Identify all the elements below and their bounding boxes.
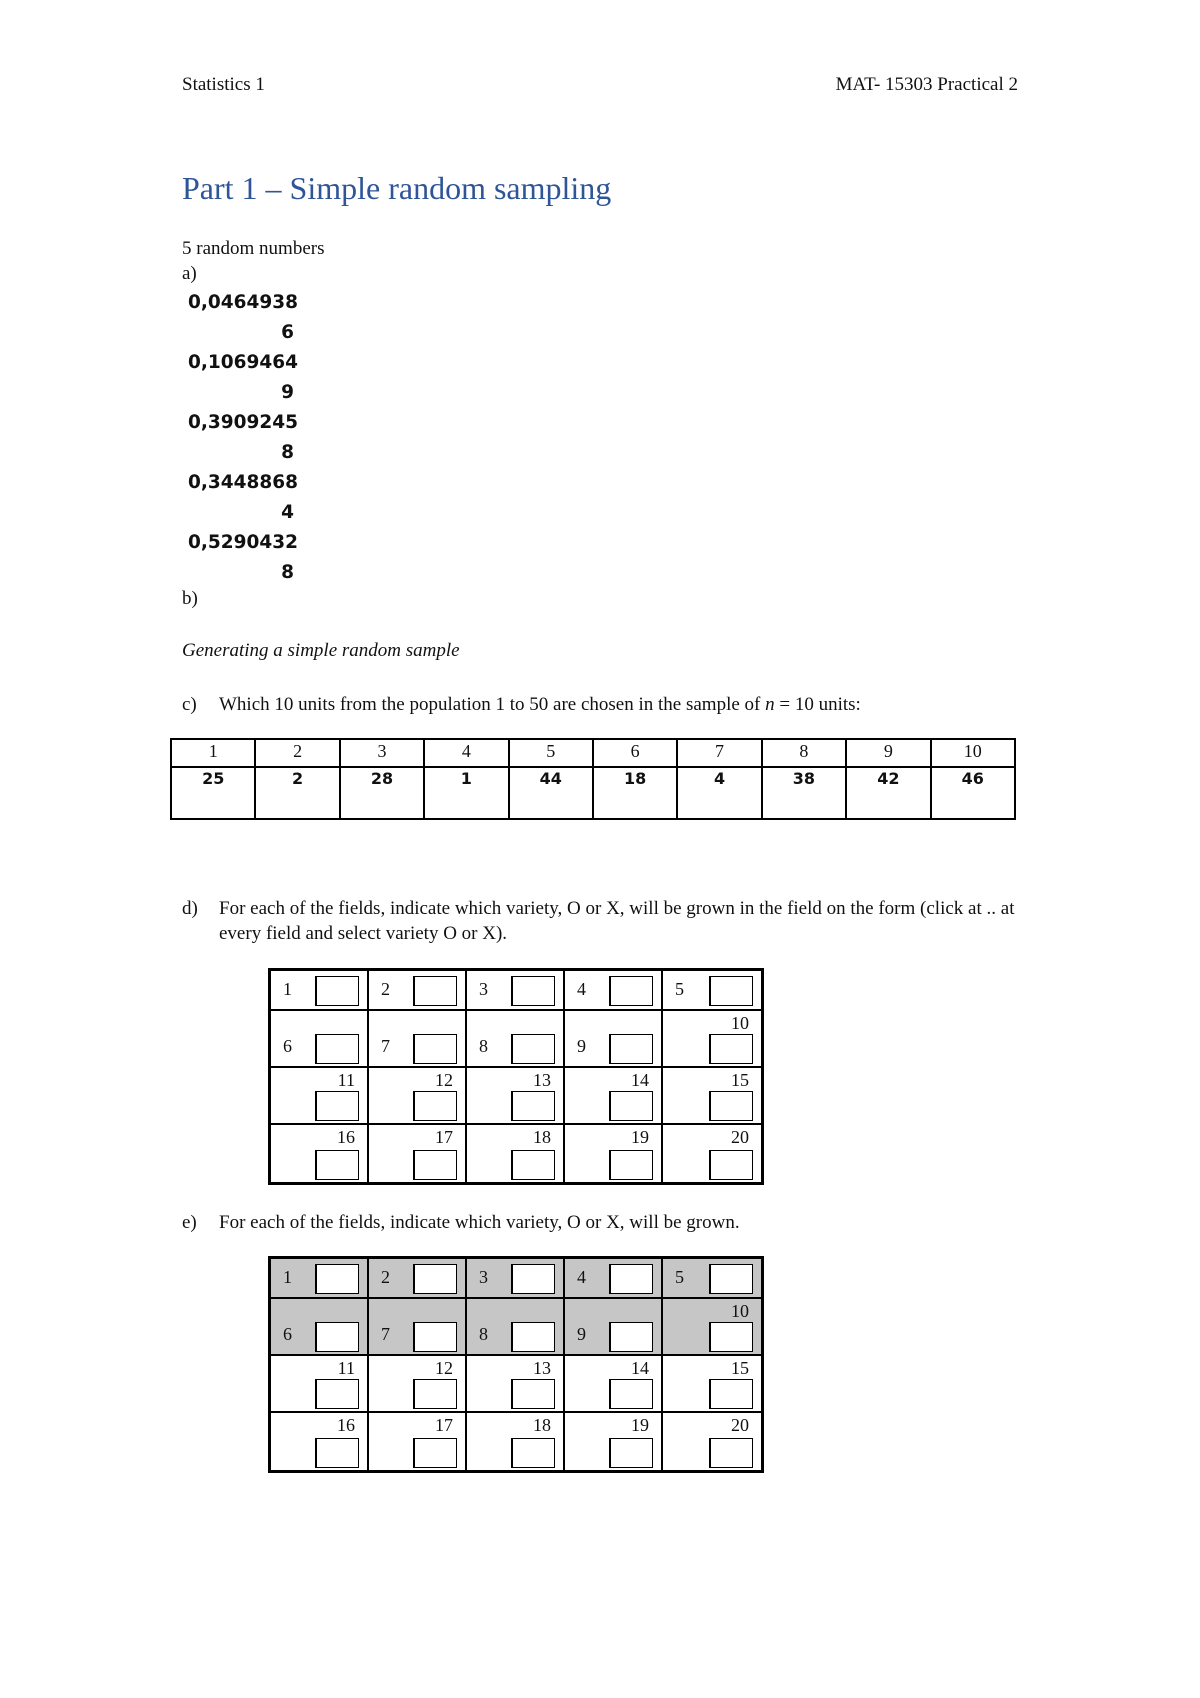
part-e-label: e) [182, 1212, 197, 1233]
field-number: 19 [631, 1415, 649, 1435]
random-number-digit: 4 [281, 502, 294, 523]
field-cell [565, 1299, 663, 1356]
variety-select-box[interactable] [511, 1322, 555, 1352]
random-number-digit: 9 [281, 382, 294, 403]
variety-select-box[interactable] [511, 1091, 555, 1121]
sample-value-cell: 42 [846, 767, 930, 819]
field-cell [663, 1125, 761, 1182]
sample-header-cell: 4 [424, 739, 508, 767]
field-number: 10 [731, 1301, 749, 1321]
field-cell [467, 1068, 565, 1125]
sample-value-cell: 18 [593, 767, 677, 819]
question-c-text: Which 10 units from the population 1 to 50 are chosen in the sample of [219, 694, 766, 715]
field-cell [271, 971, 369, 1011]
field-number: 7 [381, 1036, 390, 1056]
field-number: 10 [731, 1013, 749, 1033]
variety-select-box[interactable] [315, 1264, 359, 1294]
sample-value-cell: 1 [424, 767, 508, 819]
field-cell [565, 1068, 663, 1125]
variety-select-box[interactable] [511, 1150, 555, 1180]
sample-header-cell: 2 [255, 739, 339, 767]
variety-select-box[interactable] [709, 1438, 753, 1468]
variety-select-box[interactable] [609, 1379, 653, 1409]
variety-select-box[interactable] [511, 1379, 555, 1409]
sample-header-cell: 9 [846, 739, 930, 767]
field-cell [467, 1011, 565, 1068]
field-number: 4 [577, 979, 586, 999]
field-number: 9 [577, 1036, 586, 1056]
part-a-label: a) [182, 263, 197, 284]
field-cell [271, 1299, 369, 1356]
field-grid-e [268, 1256, 764, 1473]
part-b-label: b) [182, 588, 198, 609]
field-number: 13 [533, 1070, 551, 1090]
variety-select-box[interactable] [511, 1034, 555, 1064]
random-number-digit: 6 [281, 322, 294, 343]
sample-value-cell: 28 [340, 767, 424, 819]
field-cell [663, 1299, 761, 1356]
variety-select-box[interactable] [609, 1091, 653, 1121]
field-number: 6 [283, 1036, 292, 1056]
field-cell [271, 1068, 369, 1125]
random-number-list [188, 288, 299, 588]
variety-select-box[interactable] [609, 1264, 653, 1294]
field-cell [369, 1299, 467, 1356]
variety-select-box[interactable] [511, 1264, 555, 1294]
field-number: 8 [479, 1324, 488, 1344]
variety-select-box[interactable] [609, 1150, 653, 1180]
random-number: 0,3909245 [188, 412, 299, 433]
page-title: Part 1 – Simple random sampling [182, 170, 612, 206]
question-c-variable: n [765, 694, 775, 715]
sample-value-cell: 2 [255, 767, 339, 819]
field-number: 14 [631, 1358, 649, 1378]
sample-value-cell: 44 [509, 767, 593, 819]
field-number: 3 [479, 979, 488, 999]
random-number: 0,5290432 [188, 532, 299, 553]
sample-header-cell: 5 [509, 739, 593, 767]
field-number: 1 [283, 979, 292, 999]
random-number-digit: 8 [281, 442, 294, 463]
sample-header-cell: 10 [931, 739, 1015, 767]
variety-select-box[interactable] [315, 1034, 359, 1064]
field-number: 12 [435, 1358, 453, 1378]
field-number: 19 [631, 1127, 649, 1147]
field-cell [369, 1011, 467, 1068]
variety-select-box[interactable] [709, 1091, 753, 1121]
variety-select-box[interactable] [315, 976, 359, 1006]
field-cell [663, 1068, 761, 1125]
field-number: 16 [337, 1415, 355, 1435]
variety-select-box[interactable] [413, 1150, 457, 1180]
question-d-text: For each of the fields, indicate which variety, O or X, will be grown in the field on the form (click at .. at every field and select variety O or X). [219, 898, 1015, 944]
field-number: 20 [731, 1127, 749, 1147]
header-left: Statistics 1 [182, 74, 265, 95]
variety-select-box[interactable] [609, 1438, 653, 1468]
field-cell [271, 1356, 369, 1413]
field-cell [467, 1259, 565, 1299]
field-cell [369, 1259, 467, 1299]
sample-value-cell: 38 [762, 767, 846, 819]
random-number: 0,0464938 [188, 292, 299, 313]
field-number: 17 [435, 1127, 453, 1147]
variety-select-box[interactable] [315, 1150, 359, 1180]
field-number: 18 [533, 1415, 551, 1435]
field-number: 6 [283, 1324, 292, 1344]
field-number: 14 [631, 1070, 649, 1090]
field-number: 2 [381, 1267, 390, 1287]
field-cell [663, 971, 761, 1011]
field-cell [467, 1413, 565, 1470]
field-number: 15 [731, 1358, 749, 1378]
field-number: 12 [435, 1070, 453, 1090]
field-cell [271, 1259, 369, 1299]
field-number: 13 [533, 1358, 551, 1378]
sample-value-cell: 46 [931, 767, 1015, 819]
field-number: 1 [283, 1267, 292, 1287]
field-number: 16 [337, 1127, 355, 1147]
header-right: MAT- 15303 Practical 2 [835, 74, 1018, 95]
field-cell [369, 1125, 467, 1182]
field-cell [565, 971, 663, 1011]
field-cell [271, 1011, 369, 1068]
field-cell [663, 1259, 761, 1299]
question-c-text-end: = 10 units: [774, 694, 861, 715]
field-number: 7 [381, 1324, 390, 1344]
field-number: 2 [381, 979, 390, 999]
question-e [182, 1210, 1022, 1235]
variety-select-box[interactable] [709, 1379, 753, 1409]
sample-header-cell: 7 [677, 739, 761, 767]
field-number: 9 [577, 1324, 586, 1344]
variety-select-box[interactable] [709, 976, 753, 1006]
variety-select-box[interactable] [709, 1150, 753, 1180]
sample-header-cell: 8 [762, 739, 846, 767]
field-number: 5 [675, 1267, 684, 1287]
question-d [182, 896, 1022, 946]
variety-select-box[interactable] [413, 1379, 457, 1409]
field-number: 11 [337, 1358, 355, 1378]
field-number: 18 [533, 1127, 551, 1147]
part-d-label: d) [182, 898, 198, 919]
variety-select-box[interactable] [609, 1322, 653, 1352]
field-cell [467, 1299, 565, 1356]
field-cell [467, 1125, 565, 1182]
field-cell [369, 1413, 467, 1470]
variety-select-box[interactable] [609, 976, 653, 1006]
sample-value-cell: 4 [677, 767, 761, 819]
field-cell [369, 1068, 467, 1125]
random-number: 0,1069464 [188, 352, 299, 373]
field-cell [565, 1259, 663, 1299]
field-number: 5 [675, 979, 684, 999]
field-number: 20 [731, 1415, 749, 1435]
subheading: Generating a simple random sample [182, 640, 460, 661]
variety-select-box[interactable] [609, 1034, 653, 1064]
variety-select-box[interactable] [709, 1034, 753, 1064]
field-grid-d [268, 968, 764, 1185]
field-cell [565, 1356, 663, 1413]
field-number: 11 [337, 1070, 355, 1090]
sample-header-cell: 1 [171, 739, 255, 767]
question-c [182, 692, 1022, 717]
field-cell [565, 1125, 663, 1182]
field-cell [565, 1413, 663, 1470]
variety-select-box[interactable] [315, 1091, 359, 1121]
variety-select-box[interactable] [413, 1322, 457, 1352]
field-cell [663, 1356, 761, 1413]
sample-table [170, 738, 1016, 820]
question-e-text: For each of the fields, indicate which variety, O or X, will be grown. [219, 1212, 740, 1233]
field-cell [271, 1413, 369, 1470]
field-cell [369, 1356, 467, 1413]
variety-select-box[interactable] [709, 1322, 753, 1352]
random-number-digit: 8 [281, 562, 294, 583]
variety-select-box[interactable] [413, 1091, 457, 1121]
field-number: 15 [731, 1070, 749, 1090]
field-cell [467, 1356, 565, 1413]
variety-select-box[interactable] [413, 1034, 457, 1064]
field-cell [369, 971, 467, 1011]
random-number: 0,3448868 [188, 472, 299, 493]
variety-select-box[interactable] [511, 1438, 555, 1468]
variety-select-box[interactable] [315, 1438, 359, 1468]
field-cell [467, 971, 565, 1011]
field-cell [663, 1413, 761, 1470]
sample-value-cell: 25 [171, 767, 255, 819]
sample-header-cell: 6 [593, 739, 677, 767]
field-cell [271, 1125, 369, 1182]
sample-header-cell: 3 [340, 739, 424, 767]
variety-select-box[interactable] [413, 976, 457, 1006]
field-number: 17 [435, 1415, 453, 1435]
field-cell [565, 1011, 663, 1068]
field-cell [663, 1011, 761, 1068]
intro-text: 5 random numbers [182, 238, 325, 259]
field-number: 8 [479, 1036, 488, 1056]
field-number: 3 [479, 1267, 488, 1287]
variety-select-box[interactable] [413, 1264, 457, 1294]
variety-select-box[interactable] [709, 1264, 753, 1294]
variety-select-box[interactable] [511, 976, 555, 1006]
part-c-label: c) [182, 694, 197, 715]
variety-select-box[interactable] [315, 1379, 359, 1409]
field-number: 4 [577, 1267, 586, 1287]
variety-select-box[interactable] [315, 1322, 359, 1352]
variety-select-box[interactable] [413, 1438, 457, 1468]
